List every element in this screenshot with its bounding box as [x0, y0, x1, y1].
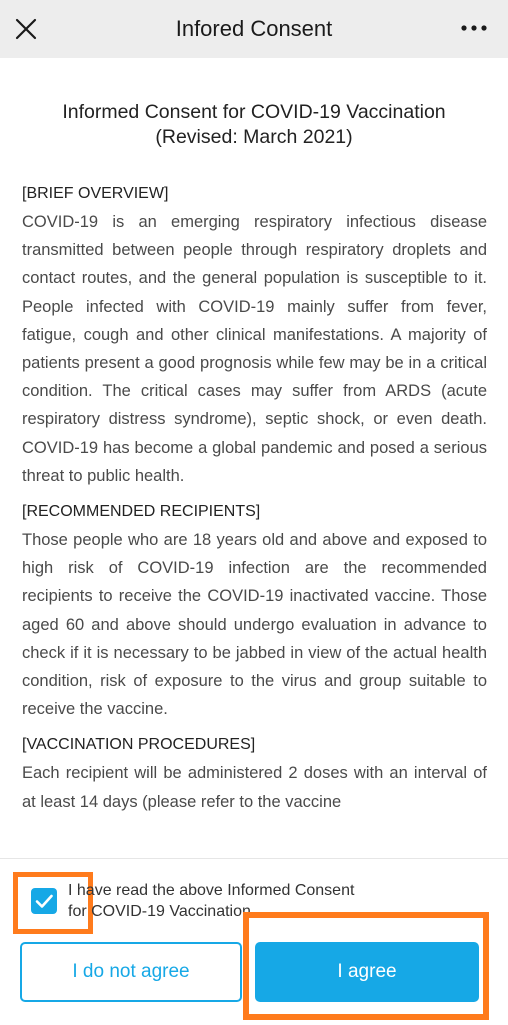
- agree-button[interactable]: I agree: [255, 942, 479, 1002]
- consent-label-line2: for COVID-19 Vaccination: [68, 903, 251, 920]
- title-bar: [0, 0, 508, 58]
- more-options-icon[interactable]: [460, 20, 488, 36]
- page-title: Infored Consent: [175, 16, 333, 41]
- section-body: Each recipient will be administered 2 doses with an interval of at least 14 days (please refer to the vaccine: [22, 764, 487, 811]
- agree-highlight-box: [243, 912, 489, 1020]
- scroll-fade: [0, 836, 508, 858]
- document-title-line2: (Revised: March 2021): [155, 126, 353, 148]
- disagree-button[interactable]: I do not agree: [20, 942, 242, 1002]
- section-heading: [BRIEF OVERVIEW]: [22, 185, 169, 202]
- section-heading: [VACCINATION PROCEDURES]: [22, 736, 256, 754]
- consent-document[interactable]: [0, 58, 508, 858]
- section-heading: [RECOMMENDED RECIPIENTS]: [22, 503, 261, 521]
- section-body: COVID-19 is an emerging respiratory infectious disease transmitted between people through respiratory droplets and contact routes, and the general population is susceptible to it. People infected with COVID-19 mainly suffer from fever, fatigue, cough and other clinical manifestations. A majority of patients present a good prognosis while few may be in a critical condition. The critical cases may suffer from ARDS (acute respiratory distress syndrome), septic shock, or even death. COVID-19 has become a global pandemic and posed a serious threat to public health.: [22, 213, 487, 485]
- document-title-line1: Informed Consent for COVID-19 Vaccination: [62, 101, 446, 123]
- document-title: [0, 100, 508, 150]
- section-body: Those people who are 18 years old and above and exposed to high risk of COVID-19 infection are the recommended recipients to receive the COVID-19 inactivated vaccine. Those aged 60 and above should undergo evaluation in advance to check if it is necessary to be jabbed in view of the actual health condition, risk of exposure to the virus and group suitable to receive the vaccine.: [22, 531, 487, 719]
- document-sections: [22, 180, 487, 824]
- consent-label-line1: I have read the above Informed Consent: [68, 882, 355, 899]
